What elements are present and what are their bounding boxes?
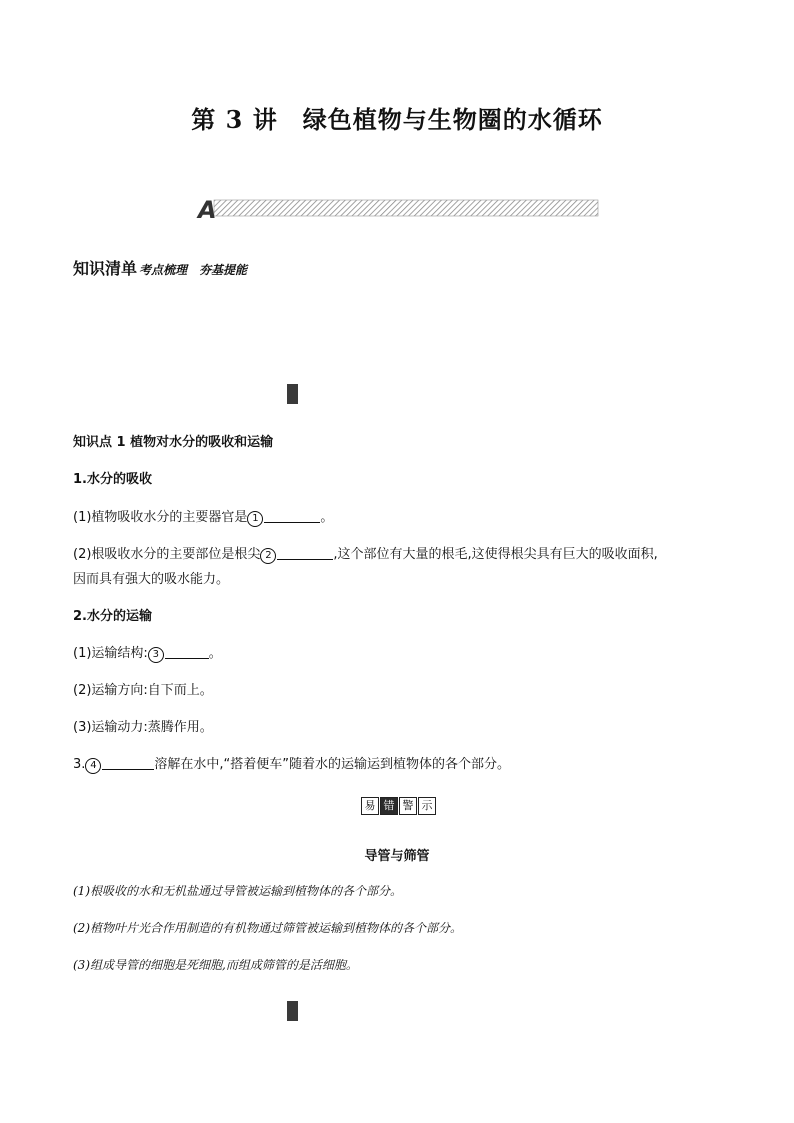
tip-char-1: 易: [361, 797, 379, 815]
kp1-heading: 知识点 1 植物对水分的吸收和运输: [73, 435, 274, 450]
blank-number-3: 3: [148, 647, 164, 663]
kp1-sub1: 1.水分的吸收: [73, 472, 152, 487]
banner-letter: A: [198, 196, 217, 222]
tip-note-3: (3)组成导管的细胞是死细胞,而组成筛管的是活细胞。: [73, 958, 358, 972]
blank-number-1: 1: [247, 511, 263, 527]
marker-block: [287, 384, 298, 404]
kp1-line2: (2)根吸收水分的主要部位是根尖 2 ,这个部位有大量的根毛,这使得根尖具有巨大的吸收面积,: [73, 547, 658, 562]
banner-graphic: [196, 196, 600, 222]
section-banner: [196, 196, 600, 222]
tip-char-2: 错: [380, 797, 398, 815]
tip-note-1: (1)根吸收的水和无机盐通过导管被运输到植物体的各个部分。: [73, 884, 403, 898]
blank-number-4: 4: [85, 758, 101, 774]
page-title: 第 3 讲 绿色植物与生物圈的水循环: [191, 105, 603, 134]
fill-blank-3[interactable]: [165, 644, 209, 659]
tip-note-2: (2)植物叶片光合作用制造的有机物通过筛管被运输到植物体的各个部分。: [73, 921, 463, 935]
kp1-line5: (3)运输动力:蒸腾作用。: [73, 720, 213, 735]
tip-title: 导管与筛管: [364, 849, 430, 864]
blank-number-2: 2: [260, 548, 276, 564]
kp1-line6: 3. 4 溶解在水中,“搭着便车”随着水的运输运到植物体的各个部分。: [73, 757, 511, 772]
fill-blank-2[interactable]: [277, 545, 333, 560]
fill-blank-4[interactable]: [102, 755, 154, 770]
marker-block-2: [287, 1001, 298, 1021]
error-warning-badge: [361, 797, 436, 815]
section-heading: [73, 256, 247, 279]
kp1-line2-cont: 因而具有强大的吸水能力。: [73, 572, 230, 587]
kp1-line3: (1)运输结构: 3 。: [73, 646, 222, 661]
section-main-label: 知识清单: [73, 259, 138, 278]
tip-char-4: 示: [418, 797, 436, 815]
tip-char-3: 警: [399, 797, 417, 815]
kp1-sub2: 2.水分的运输: [73, 609, 152, 624]
fill-blank-1[interactable]: [264, 508, 320, 523]
kp1-line4: (2)运输方向:自下而上。: [73, 683, 213, 698]
kp1-line1: (1)植物吸收水分的主要器官是 1 。: [73, 510, 334, 525]
section-sub-label: 考点梳理 夯基提能: [139, 263, 248, 277]
